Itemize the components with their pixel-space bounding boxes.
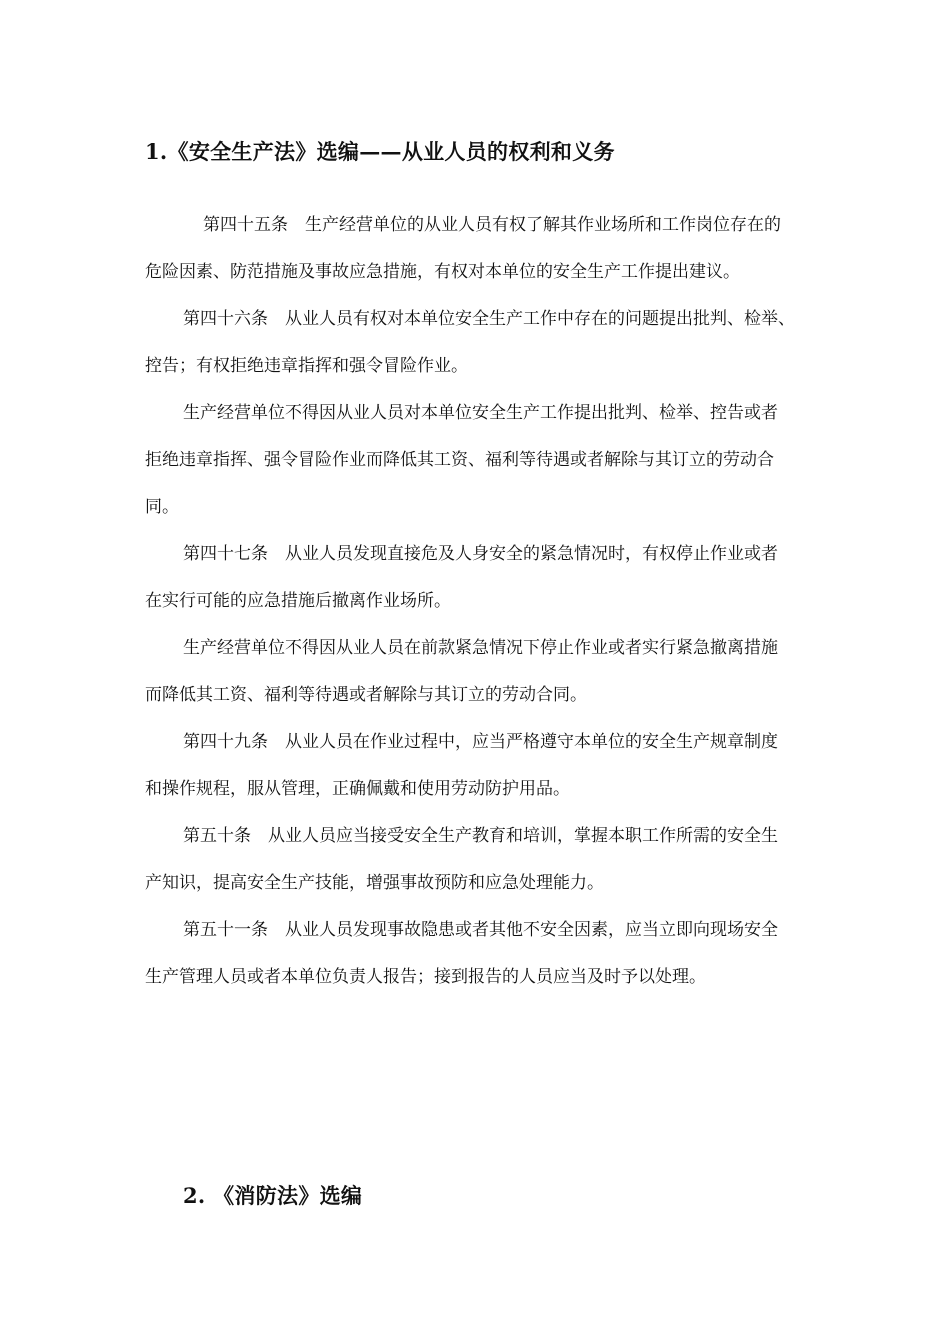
article-47-line-2: 在实行可能的应急措施后撤离作业场所。 — [145, 591, 451, 611]
article-51-line-1: 第五十一条 从业人员发现事故隐患或者其他不安全因素，应当立即向现场安全 — [183, 920, 778, 940]
article-50-line-1: 第五十条 从业人员应当接受安全生产教育和培训，掌握本职工作所需的安全生 — [183, 826, 778, 846]
article-49-line-1: 第四十九条 从业人员在作业过程中，应当严格遵守本单位的安全生产规章制度 — [183, 732, 778, 752]
article-45-line-1: 第四十五条 生产经营单位的从业人员有权了解其作业场所和工作岗位存在的 — [203, 215, 781, 235]
article-47-para2-line-1: 生产经营单位不得因从业人员在前款紧急情况下停止作业或者实行紧急撤离措施 — [183, 638, 778, 658]
section-2-title: 2. 《消防法》选编 — [183, 1183, 363, 1208]
article-45-line-2: 危险因素、防范措施及事故应急措施，有权对本单位的安全生产工作提出建议。 — [145, 262, 740, 282]
article-47-line-1: 第四十七条 从业人员发现直接危及人身安全的紧急情况时，有权停止作业或者 — [183, 544, 778, 564]
section-1-title: 1.《安全生产法》选编——从业人员的权利和义务 — [145, 139, 615, 164]
section-1-body — [145, 208, 865, 1007]
article-46-line-2: 控告；有权拒绝违章指挥和强令冒险作业。 — [145, 356, 468, 376]
article-46-line-1: 第四十六条 从业人员有权对本单位安全生产工作中存在的问题提出批判、检举、 — [183, 309, 795, 329]
article-51-line-2: 生产管理人员或者本单位负责人报告；接到报告的人员应当及时予以处理。 — [145, 967, 706, 987]
article-46-para2-line-1: 生产经营单位不得因从业人员对本单位安全生产工作提出批判、检举、控告或者 — [183, 403, 778, 423]
article-46-para2-line-3: 同。 — [145, 497, 179, 517]
article-49-line-2: 和操作规程，服从管理，正确佩戴和使用劳动防护用品。 — [145, 779, 570, 799]
article-46-para2-line-2: 拒绝违章指挥、强令冒险作业而降低其工资、福利等待遇或者解除与其订立的劳动合 — [145, 450, 774, 470]
article-50-line-2: 产知识，提高安全生产技能，增强事故预防和应急处理能力。 — [145, 873, 604, 893]
article-47-para2-line-2: 而降低其工资、福利等待遇或者解除与其订立的劳动合同。 — [145, 685, 587, 705]
